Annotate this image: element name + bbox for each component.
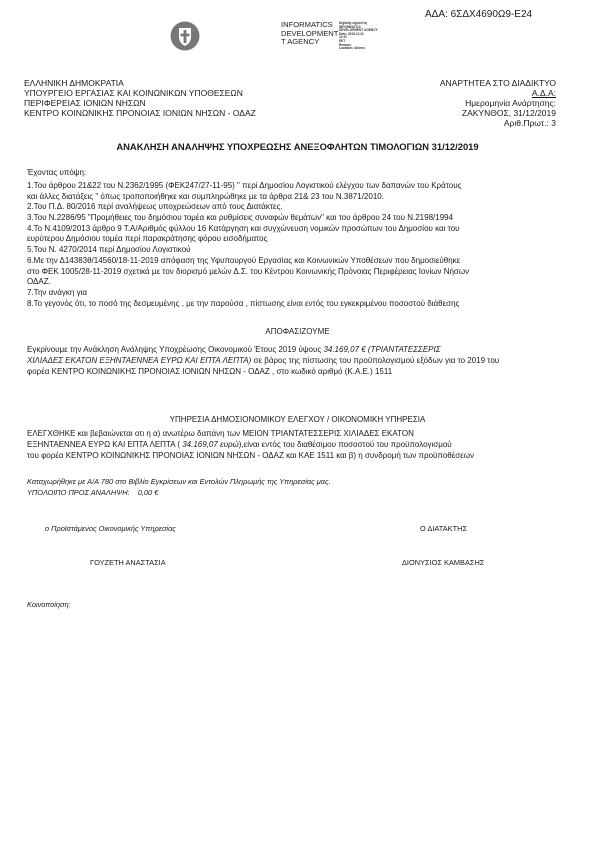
decision-amount-words: ΧΙΛΙΑΔΕΣ ΕΚΑΤΟΝ ΕΞΗΝΤΑΕΝΝΕΑ ΕΥΡΩ ΚΑΙ ΕΠΤΑ ΛΕΠΤΑ) <box>27 356 252 365</box>
logo-line: DEVELOPMENT <box>281 28 339 38</box>
verification-amount: 34.169,07 ευρώ <box>182 440 239 449</box>
posted-label: ΑΝΑΡΤΗΤΕΑ ΣΤΟ ΔΙΑΔΙΚΤΥΟ <box>439 78 556 88</box>
decision-heading: ΑΠΟΦΑΣΙΖΟΥΜΕ <box>265 327 330 336</box>
service-heading: ΥΠΗΡΕΣΙΑ ΔΗΜΟΣΙΟΝΟΜΙΚΟΥ ΕΛΕΓΧΟΥ / ΟΙΚΟΝΟΜΙΚΗ ΥΠΗΡΕΣΙΑ <box>169 415 426 424</box>
stamp-line: Date: 2019.12.31 <box>339 31 364 36</box>
list-item: 7.Την ανάγκη για <box>27 287 87 297</box>
list-item: 6.Με την Δ14383θ/14560/18-11-2019 απόφαση της Υφυπουργού Εργασίας και Κοινωνικών Υποθέσεων που δημοσιεύθηκε <box>27 255 461 265</box>
stamp-line: INFORMATICS <box>339 24 361 29</box>
balance-label: ΥΠΟΛΟΙΠΟ ΠΡΟΣ ΑΝΑΛΗΨΗ: <box>27 488 130 497</box>
list-item: 5.Του Ν. 4270/2014 περί Δημοσίου Λογιστικού <box>27 245 191 255</box>
issuer-line: ΥΠΟΥΡΓΕΙΟ ΕΡΓΑΣΙΑΣ ΚΑΙ ΚΟΙΝΩΝΙΚΩΝ ΥΠΟΘΕΣΕΩΝ <box>24 88 243 98</box>
considering-label: Έχοντας υπόψη: <box>27 168 87 177</box>
list-item: 1.Του άρθρου 21&22 του Ν.2362/1995 (ΦΕΚ247/27-11-95) " περί Δημοσίου Λογιστικού ελέγχου των δαπανών του Κράτους <box>27 181 462 190</box>
decision-text-line: φορέα ΚΕΝΤΡΟ ΚΟΙΝΩΝΙΚΗΣ ΠΡΟΝΟΙΑΣ ΙΟΝΙΩΝ ΝΗΣΩΝ - ΟΔΑΖ , στο κωδικό αριθμό (Κ.Α.Ε.) 1511 <box>27 367 393 376</box>
verification-line: ΕΞΗΝΤΑΕΝΝΕΑ ΕΥΡΩ ΚΑΙ ΕΠΤΑ ΛΕΠΤΑ ( <box>27 440 183 449</box>
signatory-right-title: Ο ΔΙΑΤΑΚΤΗΣ <box>420 524 468 533</box>
greek-coat-of-arms-icon <box>170 21 200 51</box>
legal-basis-list <box>27 181 567 309</box>
verification-line: του φορέα ΚΕΝΤΡΟ ΚΟΙΝΩΝΙΚΗΣ ΠΡΟΝΟΙΑΣ ΙΟΝΙΩΝ ΝΗΣΩΝ - ΟΔΑΖ και ΚΑΕ 1511 και β) η συνδρομή των προϋποθέσεων <box>27 451 475 460</box>
decision-amount: 34.169,07 € (ΤΡΙΑΝΤΑΤΕΣΣΕΡΙΣ <box>323 345 441 354</box>
place-date: ΖΑΚΥΝΘΟΣ, 31/12/2019 <box>461 108 556 118</box>
decision-text-line: σε βάρος της πίστωσης του προϋπολογισμού εξόδων για το 2019 του <box>251 356 500 365</box>
signatory-left-name: ΓΟΥΖΕΤΗ ΑΝΑΣΤΑΣΙΑ <box>90 558 166 567</box>
verification-text <box>27 428 567 461</box>
list-item: 3.Του Ν.2286/95 "Προμήθειες του δημόσιου τομέα και ρυθμίσεις συναφών θεμάτων" και του άρθρου 24 του Ν.2198/1994 <box>27 213 454 223</box>
list-item: και άλλες διατάξεις " όπως τροποποιήθηκε και συμπληρώθηκε με τα άρθρα 21& 23 του Ν.3871/2010. <box>27 191 384 201</box>
issuer-block <box>24 78 314 118</box>
list-item: 2.Του Π.Δ. 80/2016 περί αναλήψεως υποχρεώσεων από τους Διατάκτες. <box>27 202 283 212</box>
issuer-line: ΠΕΡΙΦΕΡΕΙΑΣ ΙΟΝΙΩΝ ΝΗΣΩΝ <box>24 98 146 108</box>
signatory-right-name: ΔΙΟΝΥΣΙΟΣ ΚΑΜΒΑΣΗΣ <box>402 558 485 567</box>
verification-line: ΕΛΕΓΧΘΗΚΕ και βεβαιώνεται οτι η α) ανωτέρω δαπάνη των ΜΕΙΟΝ ΤΡΙΑΝΤΑΤΕΣΣΕΡΙΣ ΧΙΛΙΑΔΕΣ ΕΚΑΤΟΝ <box>27 429 414 438</box>
issuer-line: ΕΛΛΗΝΙΚΗ ΔΗΜΟΚΡΑΤΙΑ <box>24 78 124 88</box>
balance-value: 0,00 € <box>137 488 159 497</box>
decision-text-line: Εγκρίνουμε την Ανάκληση Ανάληψης Υποχρέωσης Οικονομικού Έτους 2019 ύψους <box>27 345 324 354</box>
stamp-line: 12:57 <box>339 35 348 40</box>
posting-date-label: Ημερομηνία Ανάρτησης: <box>465 98 556 108</box>
protocol-number: Αριθ.Πρωτ.: 3 <box>503 118 556 128</box>
list-item: 4.Το Ν.4109/2013 άρθρο 9 Τ.Α/Αριθμός φύλλου 16 Κατάργηση και συγχώνευση νομικών προσώπων του Δημοσίου και του <box>27 223 460 233</box>
stamp-line: Digitally signed by <box>339 21 368 25</box>
notification-label: Κοινοποίηση: <box>27 600 71 609</box>
balance-row <box>27 488 158 497</box>
stamp-line: EET <box>339 38 346 43</box>
list-item: ΟΔΑΖ. <box>27 277 51 287</box>
list-item: στο ΦΕΚ 1005/28-11-2019 σχετικά με τον διορισμό μελών Δ.Σ. του Κέντρου Κοινωνικής Πρόνοιας Περιφέρειας Ιονίων Νήσων <box>27 266 470 276</box>
logo-line: T AGENCY <box>281 37 320 47</box>
verification-line: ),είναι εντός του διαθέσιμου ποσοστού του προϋπολογισμού <box>238 440 452 449</box>
list-item: 8.Το γεγονός ότι, το ποσό της δεσμευμένης , με την παρούσα , πίστωσης είναι εντός του εγκεκριμένου ποσοστού διάθεσης <box>27 298 460 308</box>
logo-line: INFORMATICS <box>281 20 333 29</box>
signature-logo-text <box>281 21 338 47</box>
signatory-left-title: ο Προϊστάμενος Οικονομικής Υπηρεσίας <box>45 524 176 533</box>
register-note: Καταχωρήθηκε με Α/Α 780 στο Βιβλίο Εγκρίσεων και Εντολών Πληρωμής της Υπηρεσίας μας. <box>27 477 331 486</box>
signature-stamp <box>339 22 378 51</box>
stamp-line: Reason: <box>339 42 352 47</box>
ada-code: ΑΔΑ: 6ΣΔΧ4690Ω9-Ε24 <box>425 9 533 20</box>
list-item: ευρύτερου Δημόσιου τομέα περί παρακράτησης φόρου εισοδήματος <box>27 234 268 244</box>
decision-text <box>27 344 563 377</box>
document-title: ΑΝΑΚΛΗΣΗ ΑΝΑΛΗΨΗΣ ΥΠΟΧΡΕΩΣΗΣ ΑΝΕΞΟΦΛΗΤΩΝ ΤΙΜΟΛΟΓΙΩΝ 31/12/2019 <box>116 141 479 152</box>
issuer-line: ΚΕΝΤΡΟ ΚΟΙΝΩΝΙΚΗΣ ΠΡΟΝΟΙΑΣ ΙΟΝΙΩΝ ΝΗΣΩΝ - ΟΔΑΖ <box>24 108 256 118</box>
posting-info <box>380 78 556 128</box>
ada-label: Α.Δ.Α: <box>531 88 556 98</box>
stamp-line: Location: Athens <box>339 46 365 51</box>
stamp-line: DEVELOPMENT AGENCY <box>339 28 378 33</box>
